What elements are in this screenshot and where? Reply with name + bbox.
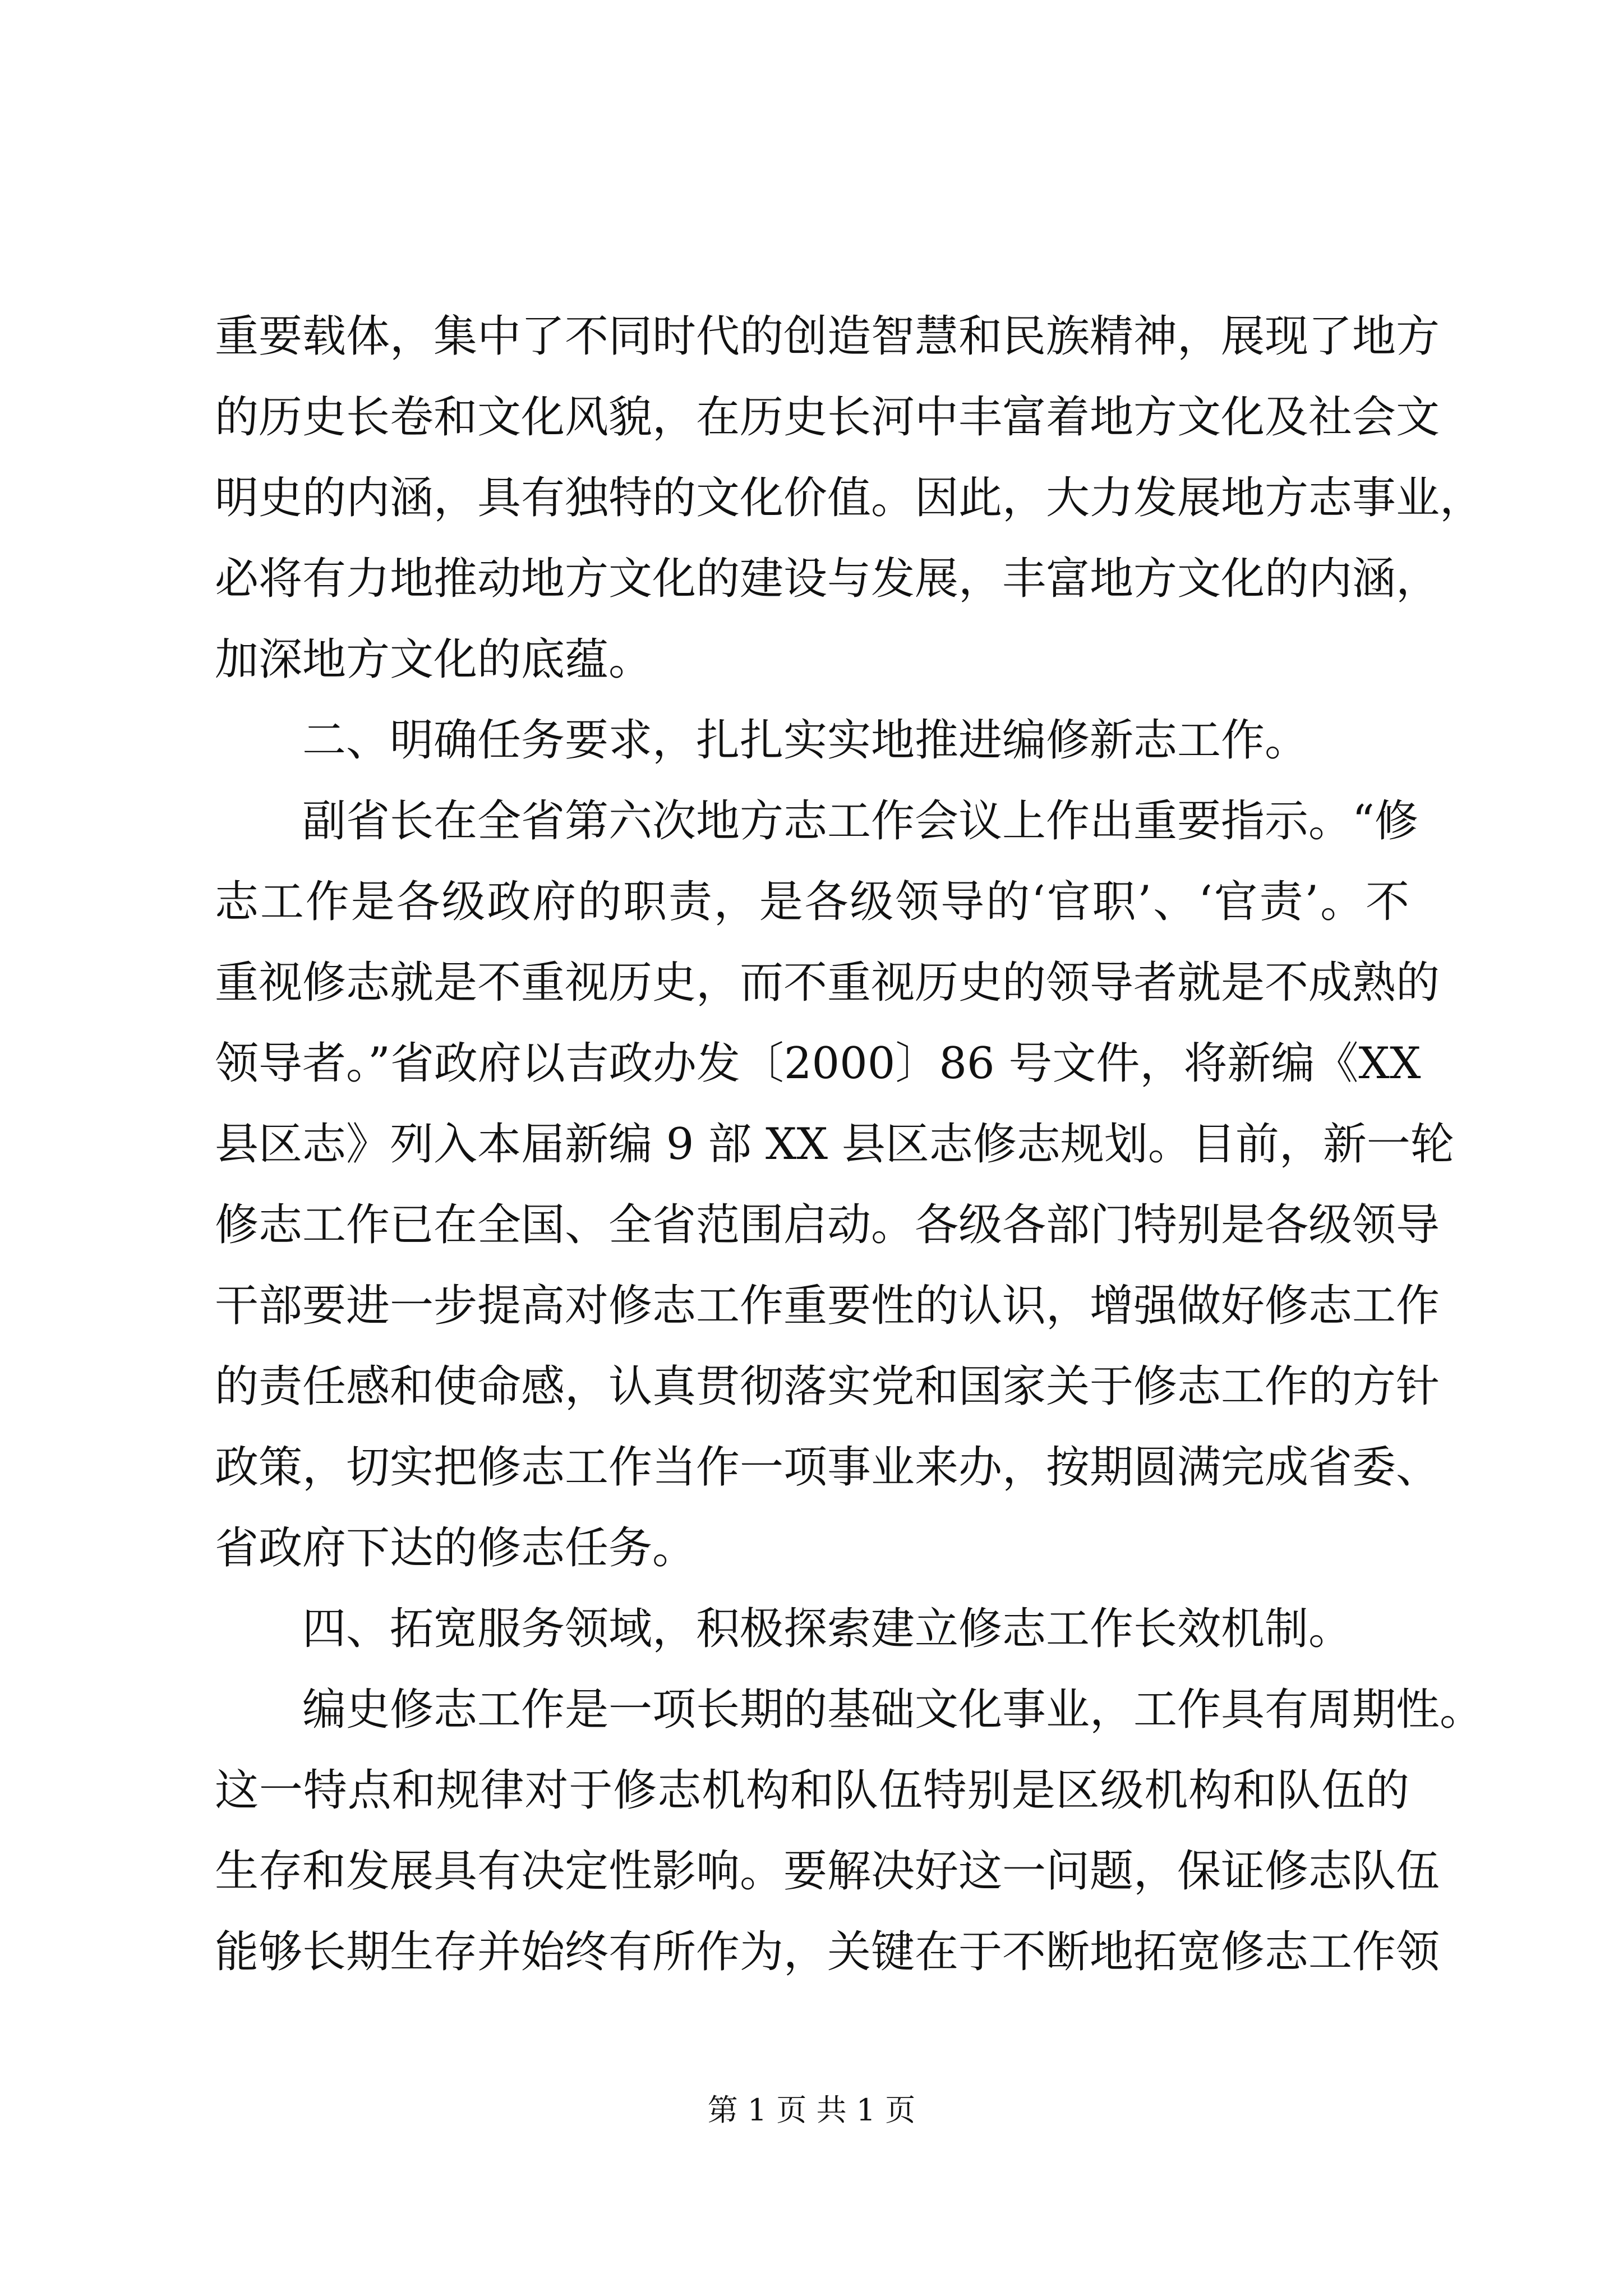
text-line: 修志工作已在全国、全省范围启动。各级各部门特别是各级领导 xyxy=(215,1200,1440,1250)
text-line: 政策，切实把修志工作当作一项事业来办，按期圆满完成省委、 xyxy=(215,1442,1440,1493)
text-line: 的责任感和使命感，认真贯彻落实党和国家关于修志工作的方针 xyxy=(215,1361,1440,1412)
text-line: 必将有力地推动地方文化的建设与发展，丰富地方文化的内涵， xyxy=(215,554,1440,604)
text-line: 的历史长卷和文化风貌，在历史长河中丰富着地方文化及社会文 xyxy=(215,392,1440,443)
text-line: 省政府下达的修志任务。 xyxy=(215,1523,697,1573)
text-line: 能够长期生存并始终有所作为，关键在于不断地拓宽修志工作领 xyxy=(215,1927,1440,1977)
text-line: 明史的内涵，具有独特的文化价值。因此，大力发展地方志事业， xyxy=(215,473,1484,523)
text-line: 这一特点和规律对于修志机构和队伍特别是区级机构和队伍的 xyxy=(215,1765,1409,1816)
text-line: 县区志》列入本届新编 9 部 XX 县区志修志规划。目前，新一轮 xyxy=(215,1119,1454,1170)
text-line: 副省长在全省第六次地方志工作会议上作出重要指示。“修 xyxy=(302,796,1418,846)
text-line: 志工作是各级政府的职责，是各级领导的‘官职’、‘官责’。不 xyxy=(215,877,1409,927)
text-line: 加深地方文化的底蕴。 xyxy=(215,634,653,685)
document-body xyxy=(215,296,1484,1993)
text-line: 干部要进一步提高对修志工作重要性的认识，增强做好修志工作 xyxy=(215,1281,1440,1331)
text-line: 生存和发展具有决定性影响。要解决好这一问题，保证修志队伍 xyxy=(215,1846,1440,1897)
text-line: 编史修志工作是一项长期的基础文化事业，工作具有周期性。 xyxy=(302,1685,1484,1735)
page-footer: 第 1 页 共 1 页 xyxy=(707,2092,916,2128)
text-line: 重要载体，集中了不同时代的创造智慧和民族精神，展现了地方 xyxy=(215,311,1440,362)
text-line: 二、明确任务要求，扎扎实实地推进编修新志工作。 xyxy=(302,715,1309,766)
text-line: 四、拓宽服务领域，积极探索建立修志工作长效机制。 xyxy=(302,1604,1353,1654)
text-line: 领导者。”省政府以吉政办发〔2000〕86 号文件，将新编《XX xyxy=(215,1038,1421,1089)
text-line: 重视修志就是不重视历史，而不重视历史的领导者就是不成熟的 xyxy=(215,958,1440,1008)
